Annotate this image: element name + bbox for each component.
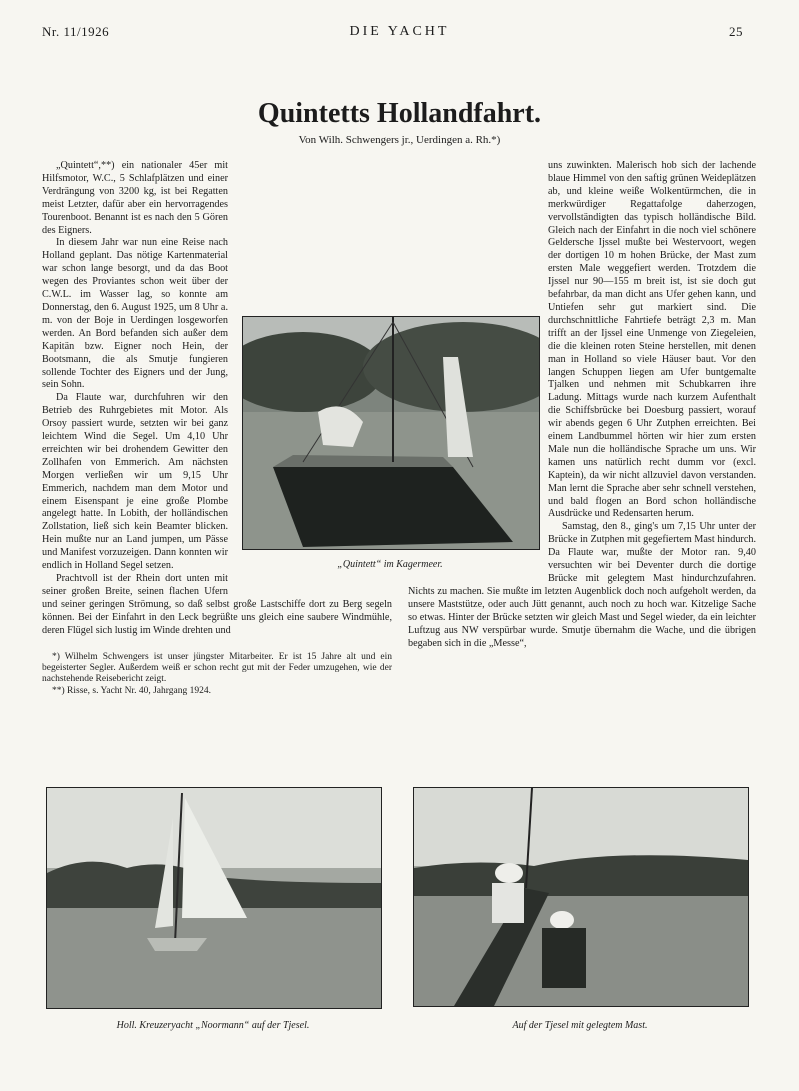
- article-title: Quintetts Hollandfahrt.: [257, 98, 542, 129]
- paragraph: Prachtvoll ist der Rhein dort unten mit seiner großen Breite, seinen flachen Ufern und seiner geringen Strömung, so daß selbst große Lastschiffe dort zu Berg segeln können. Bei der Einfahrt in den Leck begrüßte uns gleich eine saubere Windmühle, deren Flügel sich lustig im Winde drehten und: [42, 573, 392, 636]
- paragraph: In diesem Jahr war nun eine Reise nach Holland geplant. Das nötige Kartenmaterial war schon lange besorgt, und da das Boot wegen des Proviantes schon weit über der C.W.L. im Wasser lag, so konnte am Donnerstag, den 6. August 1925, um 8 Uhr a. m. von der Boje in Uerdingen losgeworfen werden. An Bord befanden sich außer dem Kapitän bzw. Eigner noch Hein, der Bootsmann, die als Smutje fungieren sollende Tochter des Eigners und der Jung, sein Sohn.: [42, 237, 228, 391]
- footnotes: [42, 652, 392, 698]
- lowered-mast-photo-illustration: [414, 788, 748, 1006]
- footnote: **) Risse, s. Yacht Nr. 40, Jahrgang 1924.: [52, 685, 211, 696]
- photo-caption: Holl. Kreuzeryacht „Noormann“ auf der Tjesel.: [116, 1020, 310, 1031]
- photo-quintett-boat: [242, 316, 540, 550]
- journal-name: DIE YACHT: [349, 24, 450, 39]
- paragraph: uns zuwinkten. Malerisch hob sich der lachende blaue Himmel von den saftig grünen Weideplätzen ab, und kleine weiße Wolkentürmchen, die in merkwürdiger Regattafolge daherzogen, vervollständigten das typisch holländische Bild. Gleich nach der Einfahrt in die noch viel schönere Geldersche Ijssel mußte bei Westervoort, wegen der dortigen 10 m hohen Brücke, der Mast zum ersten Male weggefiert werden. Trotzdem die Ijssel nur 90—155 m breit ist, ist sie doch gut befahrbar, da man dicht ans Ufer gehen kann, und Untiefen sehr gut markiert sind. Die durchschnittliche Fahrtiefe beträgt 2,3 m. Man trifft an der Ijssel eine Unmenge von Ziegeleien, die die kleinen roten Steine herstellen, mit denen man in Holland so viele Häuser baut. Vor den langen Schuppen liegen am Ufer buntgemalte Tjalken und nehmen mit Schubkarren ihre Ladung. Mittags wurde nach kurzem Aufenthalt die Schiffsbrücke bei Doesburg passiert, worauf wir abends gegen 6 Uhr Zutphen erreichten. Bei einem Landbummel hörten wir hier zum ersten Male nun die holländische Sprache um uns. Wir kamen uns natürlich recht dumm vor (excl. Kaptein), da wir nicht allzuviel davon verstanden. Man lernt die Sprache aber sehr schnell verstehen, und bald flogen an Bord schon holländische Ausdrücke und Redensarten herum.: [548, 160, 756, 520]
- paragraph: „Quintett“,**) ein nationaler 45er mit Hilfsmotor, W.C., 5 Schlafplätzen und einer Verdrängung von 3200 kg, ist bei Regatten meist Letzter, dafür aber ein hervorragendes Tourenboot. Benannt ist es nach den 5 Gören des Eigners.: [42, 160, 228, 236]
- footnote: *) Wilhelm Schwengers ist unser jüngster Mitarbeiter. Er ist 15 Jahre alt und ein begeisterter Segler. Außerdem weiß er schon recht gut mit der Feder umzugehen, wie der nachstehende Reisebericht zeigt.: [42, 651, 392, 685]
- paragraph: Samstag, den 8., ging's um 7,15 Uhr unter der Brücke in Zutphen mit gegefiertem Mast hindurch. Da Flaute war, mußte der Motor ran. 9,40 versuchten wir bei Deventer durch die dortige Brücke mit gelegtem Mast hindurchzufahren. Nichts zu machen. Sie mußte im letzten Augenblick doch noch aufgeholt werden, da unsere Maststütze, oder auch Jütt genannt, auch noch zu hoch war. Kitzelige Sache so etwas. Hinter der Brücke setzten wir gleich Mast und Segel wieder, da ein leichter Luftzug aus NW verspürbar wurde. Smutje übernahm die Wache, und die übrigen begaben sich in die „Messe“,: [408, 521, 756, 649]
- page-issue-number: Nr. 11/1926: [42, 24, 110, 39]
- photo-noormann-yacht: [46, 787, 382, 1009]
- boat-photo-illustration: [243, 317, 539, 549]
- photo-caption: „Quintett“ im Kagermeer.: [337, 559, 443, 570]
- yacht-photo-illustration: [47, 788, 381, 1008]
- page-number: 25: [729, 24, 743, 39]
- photo-caption: Auf der Tjesel mit gelegtem Mast.: [512, 1020, 648, 1031]
- article-byline: Von Wilh. Schwengers jr., Uerdingen a. Rh.*): [298, 134, 501, 146]
- paragraph: Da Flaute war, durchfuhren wir den Betrieb des Ruhrgebietes mit Motor. Als Orsoy passiert wurde, setzten wir bei ganz leichtem Wind die Segel. Um 4,10 Uhr erreichten wir bei drohendem Gewitter den Zollhafen von Emmerich. Am nächsten Morgen verließen wir um 9,15 Uhr Emmerich, nachdem man dem Motor und einem Eisenspant je eine große Plombe angelegt hatte. In Lobith, der holländischen Zollstation, ließ sich kein Beamter blicken. Hein mußte nur an Land jumpen, um Pässe und Manifest vorzuzeigen. Dann konnten wir endlich in Holland Segel setzen.: [42, 392, 228, 572]
- photo-lowered-mast: [413, 787, 749, 1007]
